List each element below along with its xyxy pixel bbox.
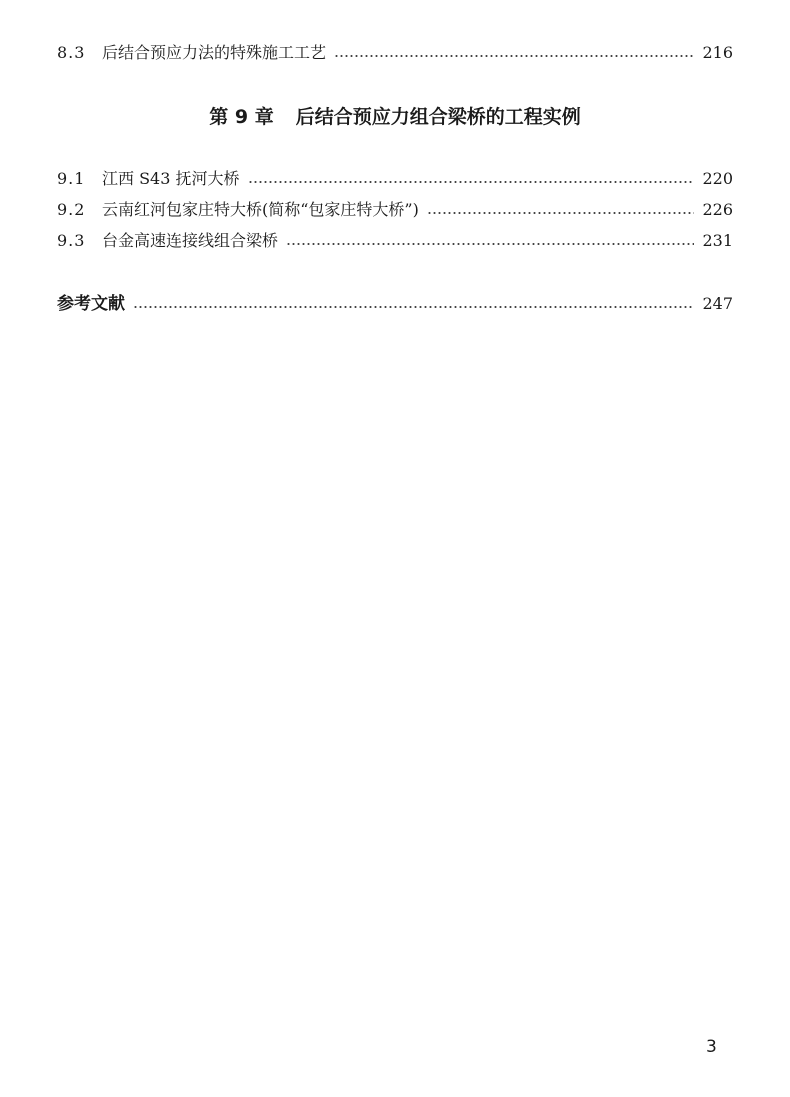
section-title: 云南红河包家庄特大桥(简称“包家庄特大桥”) xyxy=(102,200,419,219)
toc-entry-9-1 xyxy=(57,167,733,191)
references-title: 参考文献 xyxy=(57,294,125,314)
section-page: 220 xyxy=(702,169,733,188)
chapter-label: 第 9 章 xyxy=(209,106,274,128)
section-number: 9.3 xyxy=(57,231,86,250)
dot-leader xyxy=(133,306,694,308)
toc-entry-9-2 xyxy=(57,198,733,222)
section-title: 江西 S43 抚河大桥 xyxy=(102,169,240,188)
section-number: 8.3 xyxy=(57,43,86,62)
section-title: 后结合预应力法的特殊施工工艺 xyxy=(102,43,327,62)
toc-entry-8-3 xyxy=(57,41,733,65)
chapter-title: 后结合预应力组合梁桥的工程实例 xyxy=(295,106,581,128)
chapter-heading xyxy=(0,104,790,130)
toc-entry-references xyxy=(57,292,733,316)
dot-leader xyxy=(427,212,695,214)
dot-leader xyxy=(334,55,694,57)
section-number: 9.2 xyxy=(57,200,86,219)
toc-entry-9-3 xyxy=(57,229,733,253)
references-page: 247 xyxy=(702,294,733,313)
section-page: 231 xyxy=(702,231,733,250)
section-number: 9.1 xyxy=(57,169,86,188)
page-number: 3 xyxy=(706,1037,717,1057)
section-page: 216 xyxy=(702,43,733,62)
section-page: 226 xyxy=(702,200,733,219)
dot-leader xyxy=(248,181,695,183)
dot-leader xyxy=(286,243,694,245)
section-title: 台金高速连接线组合梁桥 xyxy=(102,231,279,250)
